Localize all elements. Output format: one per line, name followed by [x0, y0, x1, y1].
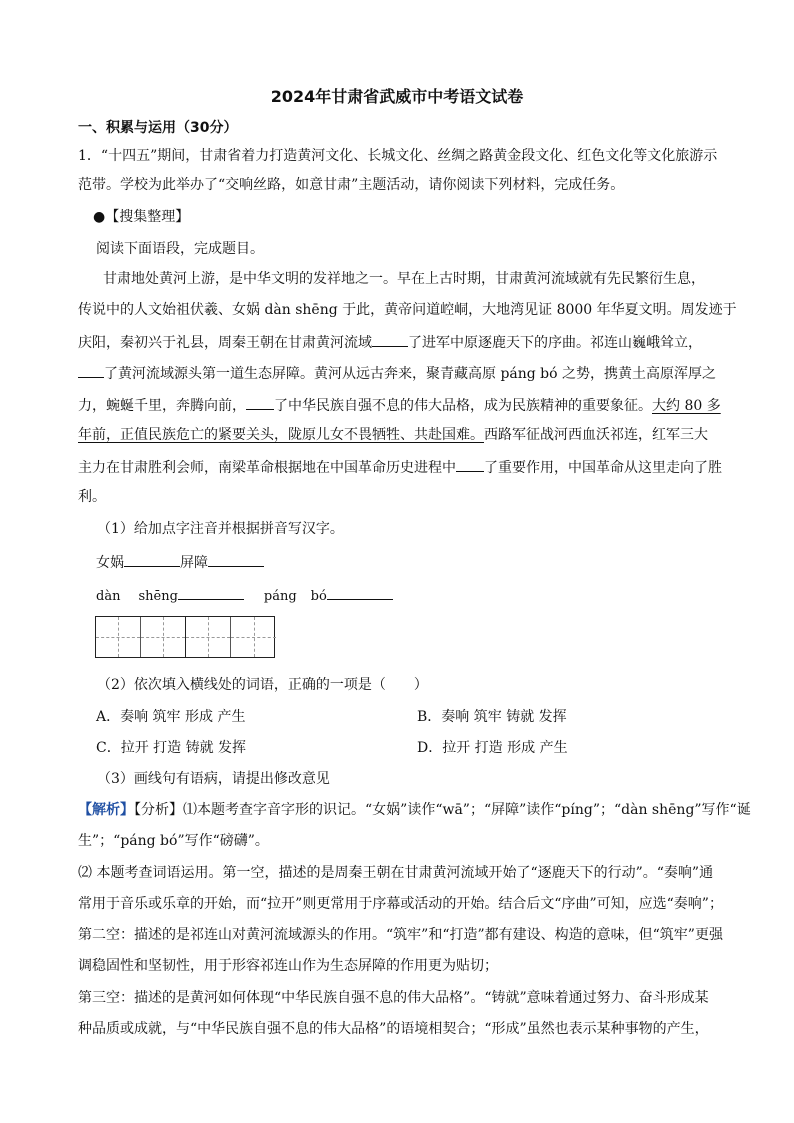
instruction-text: 阅读下面语段，完成题目。: [96, 241, 264, 257]
passage-line: [78, 332, 702, 352]
question-text: 1．“十四五”期间，甘肃省着力打造黄河文化、长城文化、丝绸之路黄金段文化、红色文化等文化旅游示: [78, 148, 718, 164]
analysis-text: 【分析】⑴本题考查字音字形的识记。“女娲”读作“wā”；“屏障”读作“píng”；“dàn shēng”写作“诞: [134, 802, 751, 818]
grid-cell[interactable]: [186, 617, 231, 657]
sub-question-3: （3）画线句有语病，请提出修改意见: [97, 771, 330, 787]
option-d[interactable]: D．拉开 打造 形成 产生: [417, 740, 568, 756]
analysis-line: 调稳固性和坚韧性，用于形容祁连山作为生态屏障的作用更为贴切；: [78, 958, 498, 974]
passage-line: [78, 363, 716, 383]
passage-text: 了黄河流域源头第一道生态屏障。黄河从远古奔来，聚青藏高原 páng bó 之势，携黄土高原浑厚之: [104, 366, 717, 382]
analysis-line: [78, 801, 751, 819]
passage-line: [78, 426, 708, 444]
passage-line: [78, 395, 721, 415]
fill-blank: [372, 332, 408, 347]
fill-blank: [78, 363, 104, 378]
pinyin-label: shēng: [138, 589, 178, 604]
pinyin-label: dàn: [96, 589, 121, 604]
answer-blank[interactable]: [327, 585, 393, 600]
collect-heading: ●【搜集整理】: [93, 209, 190, 225]
passage-text: 了中华民族自强不息的伟大品格，成为民族精神的重要象征。: [274, 398, 652, 414]
grid-cell[interactable]: [231, 617, 276, 657]
underlined-sentence: 年前，正值民族危亡的紧要关头，陇原儿女不畏牺牲、共赴国难。: [78, 427, 484, 443]
passage-text: 庆阳，秦初兴于礼县，周秦王朝在甘肃黄河流域: [78, 335, 372, 351]
passage-text: 主力在甘肃胜利会师，南梁革命根据地在中国革命历史进程中: [78, 460, 456, 476]
passage-text: 了重要作用，中国革命从这里走向了胜: [484, 460, 722, 476]
analysis-line: 常用于音乐或乐章的开始，而“拉开”则更常用于序幕或活动的开始。结合后文“序曲”可知，应选“奏响”；: [78, 896, 723, 912]
sub-question-2: （2）依次填入横线处的词语，正确的一项是（ ）: [97, 677, 428, 693]
analysis-tag: 【解析】: [78, 802, 134, 818]
option-a[interactable]: A．奏响 筑牢 形成 产生: [96, 709, 246, 725]
passage-text: 西路军征战河西血沃祁连，红军三大: [484, 427, 708, 443]
pinyin-label: bó: [310, 589, 327, 604]
question-text: 范带。学校为此举办了“交响丝路，如意甘肃”主题活动，请你阅读下列材料，完成任务。: [78, 177, 625, 193]
section-heading: 一、积累与运用（30分）: [78, 120, 238, 136]
grid-cell[interactable]: [141, 617, 186, 657]
fill-blank: [246, 395, 274, 410]
writing-grid[interactable]: [95, 616, 275, 658]
term-label: 女娲: [96, 555, 124, 571]
analysis-line: 第三空：描述的是黄河如何体现“中华民族自强不息的伟大品格”。“铸就”意味着通过努力、奋斗形成某: [78, 990, 709, 1006]
answer-line: [96, 552, 264, 572]
analysis-line: 第二空：描述的是祁连山对黄河流域源头的作用。“筑牢”和“打造”都有建设、构造的意味，但“筑牢”更强: [78, 927, 723, 943]
underlined-sentence: 大约 80 多: [652, 398, 721, 414]
passage-text: 了进军中原逐鹿天下的序曲。祁连山巍峨耸立，: [408, 335, 702, 351]
passage-text: 力，蜿蜒千里，奔腾向前，: [78, 398, 246, 414]
pinyin-line: [96, 585, 393, 606]
answer-blank[interactable]: [124, 552, 180, 567]
sub-question-1: （1）给加点字注音并根据拼音写汉字。: [97, 521, 344, 537]
passage-line: 传说中的人文始祖伏羲、女娲 dàn shēng 于此，黄帝问道崆峒，大地湾见证 8000 年华夏文明。周发迹于: [78, 302, 737, 318]
term-label: 屏障: [180, 555, 208, 571]
passage-line: [78, 457, 722, 477]
passage-line: 利。: [78, 489, 106, 505]
option-c[interactable]: C．拉开 打造 铸就 发挥: [96, 740, 247, 756]
pinyin-label: páng: [263, 589, 297, 604]
option-b[interactable]: B．奏响 筑牢 铸就 发挥: [417, 709, 567, 725]
page-title: 2024年甘肃省武威市中考语文试卷: [270, 87, 524, 106]
grid-cell[interactable]: [96, 617, 141, 657]
analysis-line: ⑵ 本题考查词语运用。第一空，描述的是周秦王朝在甘肃黄河流域开始了“逐鹿天下的行动”。“奏响”通: [78, 865, 714, 881]
answer-blank[interactable]: [208, 552, 264, 567]
analysis-line: 种品质或成就，与“中华民族自强不息的伟大品格”的语境相契合；“形成”虽然也表示某种事物的产生，: [78, 1021, 709, 1037]
analysis-line: 生”；“páng bó”写作“磅礴”。: [78, 833, 269, 849]
fill-blank: [456, 457, 484, 472]
answer-blank[interactable]: [178, 585, 244, 600]
passage-line: 甘肃地处黄河上游，是中华文明的发祥地之一。早在上古时期，甘肃黄河流域就有先民繁衍生息，: [103, 271, 705, 287]
